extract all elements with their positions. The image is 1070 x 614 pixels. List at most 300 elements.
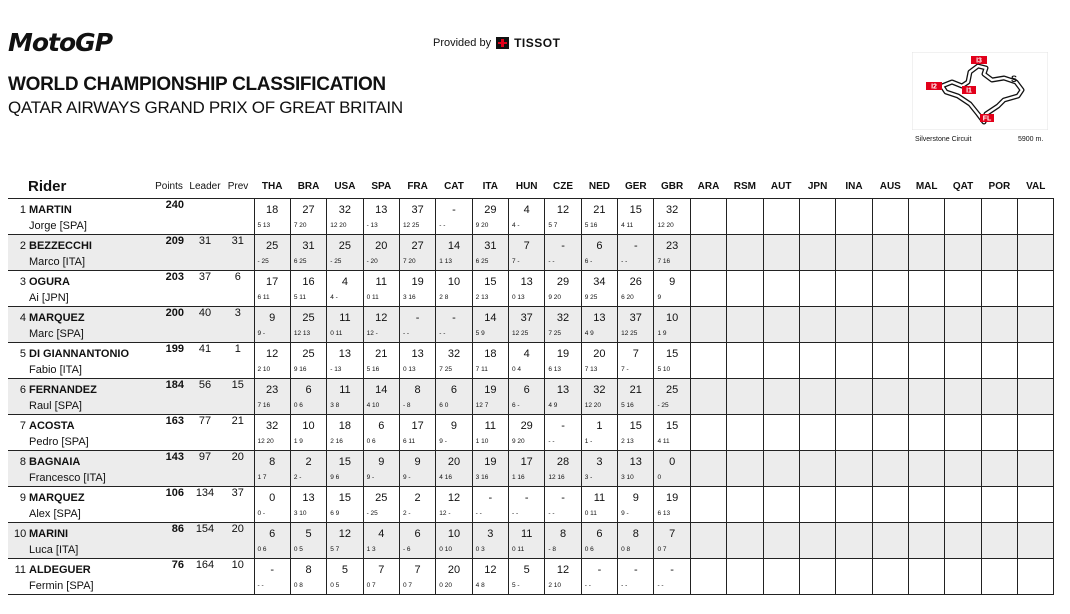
race-points: 8 <box>269 455 276 468</box>
race-points: 9 <box>450 419 458 432</box>
race-points: 8 <box>632 527 639 540</box>
race-split: 2 10 <box>548 581 562 589</box>
rider-last-name: MARQUEZ <box>29 311 85 324</box>
race-cell-ger <box>618 450 654 486</box>
race-cell-ned <box>581 198 617 234</box>
race-points: - <box>524 491 529 504</box>
race-cell-val <box>1018 522 1054 558</box>
race-split: 12 20 <box>584 401 602 409</box>
race-cell-mal <box>908 234 944 270</box>
race-points: - <box>561 419 565 432</box>
col-prev: Prev <box>227 181 249 193</box>
rider-cell <box>8 342 150 378</box>
race-points: 17 <box>266 275 279 288</box>
race-cell-cze <box>545 306 581 342</box>
race-points: 14 <box>484 311 497 324</box>
race-cell-gbr <box>654 450 690 486</box>
race-points: - <box>561 491 565 504</box>
race-split: 1 10 <box>475 437 489 445</box>
col-race-ita: ITA <box>482 181 499 193</box>
race-cell-usa <box>327 414 363 450</box>
race-cell-hun <box>509 342 545 378</box>
col-race-aus: AUS <box>879 181 901 193</box>
race-cell-ara <box>690 306 726 342</box>
race-cell-aut <box>763 450 799 486</box>
table-row <box>8 342 1054 378</box>
race-points: 7 <box>523 239 530 252</box>
race-split: 0 8 <box>293 581 303 589</box>
race-cell-tha <box>254 450 290 486</box>
race-split: - 8 <box>548 545 556 553</box>
gap-to-previous: 10 <box>231 558 244 571</box>
race-points: 13 <box>556 383 570 396</box>
race-cell-jpn <box>799 558 835 594</box>
race-cell-ita <box>472 450 508 486</box>
race-points: 32 <box>266 419 279 432</box>
race-cell-mal <box>908 414 944 450</box>
race-split: - 13 <box>330 365 342 373</box>
rider-position: 8 <box>19 455 26 468</box>
rider-points: 199 <box>165 342 184 355</box>
race-points: 25 <box>302 347 315 360</box>
race-points: 12 <box>556 563 570 576</box>
race-cell-spa <box>363 234 399 270</box>
race-split: 4 11 <box>621 221 634 229</box>
race-cell-cze <box>545 270 581 306</box>
race-points: - <box>452 311 456 324</box>
race-points: 11 <box>520 527 533 540</box>
race-cell-hun <box>509 306 545 342</box>
rider-points: 163 <box>165 414 184 427</box>
race-points: 11 <box>593 491 606 504</box>
rider-first-name: Marc [SPA] <box>29 327 84 340</box>
race-cell-ara <box>690 270 726 306</box>
race-cell-usa <box>327 270 363 306</box>
race-cell-ina <box>836 414 872 450</box>
race-split: 9 25 <box>584 293 598 301</box>
race-cell-aus <box>872 234 908 270</box>
race-cell-ara <box>690 486 726 522</box>
race-cell-gbr <box>654 234 690 270</box>
race-cell-hun <box>509 414 545 450</box>
race-points: 25 <box>266 239 279 252</box>
race-points: 6 <box>596 239 603 252</box>
race-split: 9 6 <box>330 473 340 481</box>
race-cell-ita <box>472 198 508 234</box>
race-cell-cat <box>436 522 472 558</box>
race-points: 7 <box>632 347 639 360</box>
rider-position: 7 <box>19 419 26 432</box>
race-cell-mal <box>908 558 944 594</box>
race-split: 0 6 <box>293 401 303 409</box>
race-split: 3 10 <box>621 473 634 481</box>
race-points: 9 <box>632 491 639 504</box>
race-cell-aus <box>872 198 908 234</box>
race-points: 32 <box>593 383 606 396</box>
race-cell-ger <box>618 306 654 342</box>
race-split: 6 20 <box>621 293 634 301</box>
race-points: 25 <box>302 311 315 324</box>
table-row <box>8 522 1054 558</box>
race-points: - <box>633 563 638 576</box>
race-cell-fra <box>399 414 435 450</box>
rider-position: 11 <box>14 563 26 576</box>
race-split: 3 10 <box>293 509 307 517</box>
race-points: - <box>415 311 420 324</box>
race-split: - - <box>548 509 555 517</box>
race-cell-ita <box>472 342 508 378</box>
rider-points: 240 <box>165 198 184 211</box>
race-cell-ina <box>836 198 872 234</box>
tissot-cross-icon <box>496 37 509 49</box>
race-points: 4 <box>341 275 348 288</box>
race-points: 13 <box>593 311 606 324</box>
race-cell-mal <box>908 198 944 234</box>
race-split: 0 11 <box>584 509 597 517</box>
rider-cell <box>8 522 150 558</box>
rider-cell <box>8 486 150 522</box>
race-cell-bra <box>290 522 326 558</box>
race-points: 17 <box>411 419 424 432</box>
rider-position: 10 <box>14 527 27 540</box>
race-split: 4 - <box>512 221 520 229</box>
gap-to-leader: 41 <box>198 342 212 355</box>
race-split: 6 25 <box>475 257 489 265</box>
race-split: 6 11 <box>257 293 270 301</box>
race-cell-rsm <box>727 558 763 594</box>
gap-to-previous: 21 <box>231 414 244 427</box>
race-cell-cat <box>436 234 472 270</box>
race-split: 0 - <box>257 509 266 517</box>
race-cell-usa <box>327 486 363 522</box>
race-cell-mal <box>908 450 944 486</box>
race-cell-jpn <box>799 522 835 558</box>
race-cell-gbr <box>654 342 690 378</box>
race-split: 0 13 <box>402 365 416 373</box>
race-cell-aus <box>872 450 908 486</box>
race-points: 17 <box>520 455 533 468</box>
race-cell-bra <box>290 234 326 270</box>
race-split: 5 11 <box>293 293 307 301</box>
race-cell-cat <box>436 306 472 342</box>
gap-to-leader: 31 <box>188 234 222 270</box>
rider-last-name: DI GIANNANTONIO <box>29 347 130 360</box>
race-cell-ara <box>690 414 726 450</box>
race-split: - 25 <box>366 509 378 517</box>
race-split: 0 8 <box>621 545 631 553</box>
race-points: 10 <box>302 419 315 432</box>
race-cell-val <box>1018 558 1054 594</box>
race-cell-aus <box>872 342 908 378</box>
race-points: 13 <box>520 275 533 288</box>
race-points: 10 <box>666 311 679 324</box>
race-points: 12 <box>375 311 388 324</box>
race-points: 14 <box>375 383 388 396</box>
race-cell-hun <box>509 558 545 594</box>
race-split: 0 11 <box>512 545 525 553</box>
race-cell-fra <box>399 306 435 342</box>
race-split: 6 9 <box>330 509 340 517</box>
race-split: 12 13 <box>293 329 311 337</box>
race-cell-por <box>981 558 1017 594</box>
provided-by-label: Provided by <box>433 37 492 49</box>
col-race-usa: USA <box>334 181 356 193</box>
race-split: - - <box>621 581 628 589</box>
race-split: 0 5 <box>293 545 303 553</box>
race-cell-aus <box>872 486 908 522</box>
race-cell-ger <box>618 558 654 594</box>
race-points: 12 <box>484 563 497 576</box>
race-cell-aut <box>763 486 799 522</box>
col-race-aut: AUT <box>770 181 792 193</box>
race-points: 29 <box>556 275 570 288</box>
race-cell-ned <box>581 522 617 558</box>
col-race-gbr: GBR <box>661 181 684 193</box>
race-cell-cze <box>545 198 581 234</box>
table-row <box>8 306 1054 342</box>
rider-last-name: MARINI <box>29 527 69 540</box>
race-cell-rsm <box>727 234 763 270</box>
race-split: 7 25 <box>548 329 562 337</box>
race-split: 9 20 <box>475 221 489 229</box>
race-split: 9 16 <box>293 365 307 373</box>
race-points: 4 <box>523 203 530 216</box>
rider-last-name: FERNANDEZ <box>29 383 97 396</box>
rider-first-name: Alex [SPA] <box>29 507 81 520</box>
race-cell-aus <box>872 306 908 342</box>
race-points: - <box>270 563 275 576</box>
race-split: 0 6 <box>257 545 267 553</box>
race-points: 19 <box>666 491 679 504</box>
race-split: 7 16 <box>257 401 271 409</box>
race-points: 20 <box>375 239 388 252</box>
race-cell-ita <box>472 306 508 342</box>
race-cell-bra <box>290 306 326 342</box>
race-split: - - <box>439 329 446 337</box>
race-points: - <box>488 491 493 504</box>
race-points: 34 <box>593 275 606 288</box>
race-split: 1 13 <box>439 257 452 265</box>
race-points: 6 <box>414 527 421 540</box>
race-split: 5 9 <box>475 329 485 337</box>
race-cell-spa <box>363 306 399 342</box>
race-points: 12 <box>338 527 352 540</box>
rider-cell <box>8 414 150 450</box>
race-cell-jpn <box>799 270 835 306</box>
race-split: 4 16 <box>439 473 452 481</box>
race-cell-por <box>981 486 1017 522</box>
race-points: 21 <box>629 383 642 396</box>
race-points: 32 <box>447 347 461 360</box>
race-split: 6 - <box>512 401 520 409</box>
race-points: 15 <box>666 419 679 432</box>
race-points: 29 <box>520 419 533 432</box>
race-cell-rsm <box>727 306 763 342</box>
gap-to-previous: 37 <box>231 486 244 499</box>
race-cell-cze <box>545 414 581 450</box>
race-cell-ita <box>472 414 508 450</box>
col-race-val: VAL <box>1026 181 1046 193</box>
classification-table <box>8 176 1054 595</box>
race-cell-bra <box>290 378 326 414</box>
race-split: 6 - <box>584 257 593 265</box>
race-split: 6 25 <box>293 257 307 265</box>
race-split: 0 <box>657 473 662 481</box>
race-cell-por <box>981 378 1017 414</box>
race-cell-tha <box>254 486 290 522</box>
race-points: 29 <box>484 203 497 216</box>
race-split: - 25 <box>657 401 669 409</box>
col-race-cze: CZE <box>553 181 574 193</box>
race-cell-aus <box>872 522 908 558</box>
race-cell-qat <box>945 306 981 342</box>
race-cell-cat <box>436 342 472 378</box>
race-points: 18 <box>338 419 352 432</box>
gap-to-leader: 40 <box>188 306 222 342</box>
col-rider: Rider <box>28 178 67 196</box>
gap-to-previous: 15 <box>222 378 254 414</box>
race-split: - - <box>584 581 591 589</box>
race-cell-ita <box>472 522 508 558</box>
race-cell-tha <box>254 414 290 450</box>
rider-last-name: MARTIN <box>29 203 72 216</box>
race-cell-aut <box>763 198 799 234</box>
race-cell-cze <box>545 234 581 270</box>
rider-first-name: Marco [ITA] <box>29 255 86 268</box>
race-cell-ned <box>581 450 617 486</box>
race-split: 9 - <box>439 437 447 445</box>
race-points: 6 <box>450 383 458 396</box>
race-cell-ger <box>618 414 654 450</box>
race-points: 25 <box>338 239 352 252</box>
race-cell-ina <box>836 342 872 378</box>
rider-first-name: Francesco [ITA] <box>29 471 106 484</box>
rider-position: 5 <box>19 347 26 360</box>
race-split: 2 16 <box>330 437 343 445</box>
race-cell-qat <box>945 342 981 378</box>
race-cell-aus <box>872 558 908 594</box>
race-points: 32 <box>666 203 679 216</box>
race-split: 1 9 <box>293 437 303 445</box>
marker-i2: I2 <box>931 83 937 91</box>
rider-points: 76 <box>171 558 184 571</box>
circuit-length: 5900 m. <box>1018 136 1044 143</box>
race-cell-por <box>981 270 1017 306</box>
col-race-mal: MAL <box>915 181 938 193</box>
race-cell-tha <box>254 558 290 594</box>
race-split: 5 7 <box>548 221 558 229</box>
race-split: 6 11 <box>402 437 416 445</box>
race-cell-qat <box>945 270 981 306</box>
race-split: 7 16 <box>657 257 671 265</box>
race-cell-aut <box>763 558 799 594</box>
race-split: 6 0 <box>439 401 449 409</box>
race-split: 12 25 <box>512 329 529 337</box>
gap-to-previous: 3 <box>222 306 254 342</box>
col-race-fra: FRA <box>407 181 428 193</box>
race-split: 5 16 <box>621 401 634 409</box>
race-split: 12 20 <box>257 437 274 445</box>
race-points: 4 <box>523 347 530 360</box>
race-cell-usa <box>327 378 363 414</box>
race-cell-gbr <box>654 198 690 234</box>
race-cell-val <box>1018 342 1054 378</box>
rider-first-name: Fermin [SPA] <box>29 579 94 592</box>
gap-to-previous <box>222 198 254 234</box>
race-cell-usa <box>327 558 363 594</box>
col-leader: Leader <box>189 181 221 193</box>
race-split: 1 - <box>584 437 593 445</box>
rider-cell <box>8 234 150 270</box>
race-cell-ned <box>581 234 617 270</box>
race-points: 19 <box>484 383 497 396</box>
race-points: 6 <box>269 527 276 540</box>
rider-position: 4 <box>19 311 26 324</box>
race-cell-cat <box>436 486 472 522</box>
race-cell-cat <box>436 558 472 594</box>
race-cell-cze <box>545 450 581 486</box>
race-cell-por <box>981 522 1017 558</box>
race-split: - - <box>621 257 628 265</box>
race-split: - 20 <box>366 257 378 265</box>
race-split: 7 25 <box>439 365 452 373</box>
race-split: 0 7 <box>657 545 667 553</box>
race-cell-rsm <box>727 270 763 306</box>
race-cell-qat <box>945 486 981 522</box>
race-cell-bra <box>290 198 326 234</box>
race-split: 4 9 <box>584 329 594 337</box>
race-split: - 8 <box>402 401 411 409</box>
race-cell-usa <box>327 522 363 558</box>
race-points: 20 <box>593 347 606 360</box>
gap-to-leader: 77 <box>198 414 212 427</box>
race-cell-rsm <box>727 450 763 486</box>
race-points: 21 <box>375 347 388 360</box>
race-cell-spa <box>363 198 399 234</box>
race-split: 12 25 <box>621 329 638 337</box>
race-cell-jpn <box>799 378 835 414</box>
race-cell-jpn <box>799 450 835 486</box>
rider-cell <box>8 306 150 342</box>
race-split: 0 7 <box>402 581 412 589</box>
race-split: 2 13 <box>475 293 489 301</box>
race-cell-aut <box>763 522 799 558</box>
race-points: 37 <box>411 203 424 216</box>
marker-i3: I3 <box>976 57 982 65</box>
race-cell-gbr <box>654 306 690 342</box>
circuit-map <box>912 52 1048 130</box>
race-cell-gbr <box>654 270 690 306</box>
race-cell-cat <box>436 198 472 234</box>
gap-to-leader: 134 <box>195 486 215 499</box>
race-cell-aut <box>763 234 799 270</box>
race-cell-ned <box>581 378 617 414</box>
race-points: 3 <box>487 527 494 540</box>
rider-first-name: Luca [ITA] <box>29 543 79 556</box>
race-cell-ger <box>618 522 654 558</box>
race-split: 9 20 <box>548 293 562 301</box>
circuit-name: Silverstone Circuit <box>915 136 972 143</box>
rider-first-name: Raul [SPA] <box>29 399 82 412</box>
race-points: 15 <box>629 419 642 432</box>
race-points: 2 <box>414 491 421 504</box>
race-cell-gbr <box>654 522 690 558</box>
race-cell-tha <box>254 306 290 342</box>
event-subtitle: QATAR AIRWAYS GRAND PRIX OF GREAT BRITAIN <box>8 98 403 117</box>
race-split: 7 - <box>512 257 520 265</box>
rider-first-name: Fabio [ITA] <box>29 363 82 376</box>
race-cell-ger <box>618 486 654 522</box>
